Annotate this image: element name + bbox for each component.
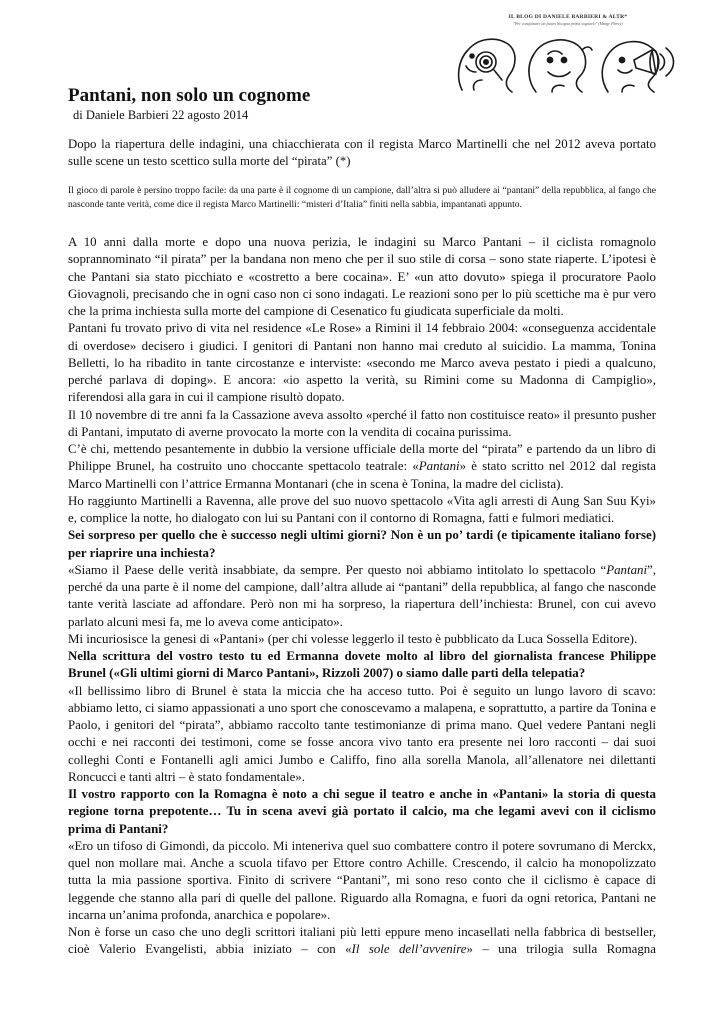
- article-byline: di Daniele Barbieri 22 agosto 2014: [73, 108, 249, 122]
- interview-question: Sei sorpreso per quello che è successo negli ultimi giorni? Non è un po’ tardi (e tipicamente italiano forse) per riaprire una inchiesta?: [68, 528, 656, 560]
- text-run: ”, perché da una parte è il nome del campione, dall’altra allude ai “pantani” della repubblica, al fango che nasconde tante verità lasciate ad affondare. Però non mi ha sorpreso, la riapertura dell’inchiesta: Brunel, con cui avevo parlato alcuni mesi fa, me lo aveva come anticipato».: [68, 562, 656, 629]
- body-paragraph: Mi incuriosisce la genesi di «Pantani» (per chi volesse leggerlo il testo è pubblicato da Luca Sossella Editore).: [68, 631, 638, 646]
- blog-motto: "Per conquistare un futuro bisogna prima sognarlo" (Marge Piercy): [513, 21, 623, 26]
- interview-answer: [68, 562, 656, 631]
- body-paragraph: Il 10 novembre di tre anni fa la Cassazione aveva assolto «perché il fatto non costituisce reato» il presunto pusher di Pantani, imputato di averne provocato la morte con la vendita di cocaina purissima.: [68, 407, 656, 439]
- body-paragraph: Ho raggiunto Martinelli a Ravenna, alle prove del suo nuovo spettacolo «Vita agli arresti di Aung San Suu Kyi» e, complice la notte, ho dialogato con lui su Pantani con il contorno di Romagna, fatti e fulmori mediatici.: [68, 493, 656, 525]
- article-title: Pantani, non solo un cognome: [68, 85, 311, 106]
- text-run: «Siamo il Paese delle verità insabbiate, da sempre. Per questo noi abbiamo intitolato lo spettacolo “: [68, 562, 607, 577]
- text-run: » è stato scritto nel 2012 dal regista Marco Martinelli con l’attrice Ermanna Montanari (che in scena è Tonina, la madre del ciclista).: [68, 459, 656, 491]
- emphasis-title: Pantani: [418, 459, 460, 474]
- text-run: Non è forse un caso che uno degli scrittori italiani più letti eppure meno incasellati nella fabbrica di bestseller, cioè Valerio Evangelisti, abbia iniziato – con «: [68, 925, 656, 957]
- interview-question: Nella scrittura del vostro testo tu ed Ermanna dovete molto al libro del giornalista francese Philippe Brunel («Gli ultimi giorni di Marco Pantani», Rizzoli 2007) o siamo dalle parti della telepatia?: [68, 649, 656, 681]
- interview-question: Il vostro rapporto con la Romagna è noto a chi segue il teatro e anche in «Pantani» la storia di questa regione torna prepotente… Tu in scena avevi già portato il calcio, ma che legami avevi con il ciclismo prima di Pantani?: [68, 787, 656, 836]
- article-body: [68, 234, 656, 959]
- article-subtitle: Dopo la riapertura delle indagini, una chiacchierata con il regista Marco Martinelli che nel 2012 aveva portato sulle scene un testo scettico sulla morte del “pirata” (*): [68, 137, 656, 168]
- emphasis-title: Pantani: [606, 562, 648, 577]
- emphasis-title: Il sole dell’avvenire: [351, 942, 467, 957]
- text-run: C’è chi, mettendo pesantemente in dubbio la versione ufficiale della morte del “pirata” e partendo da un libro di Philippe Brunel, ha costruito uno choccante spettacolo teatrale: «: [68, 442, 656, 474]
- body-paragraph: Pantani fu trovato privo di vita nel residence «Le Rose» a Rimini il 14 febbraio 2004: «conseguenza accidentale di overdose» decisero i giudici. I genitori di Pantani non hanno mai creduto al suicidio. La mamma, Tonina Belletti, lo ha ribadito in tante circostanze e interviste: «secondo me Marco aveva pestato i piedi a qualcuno, perché parlava di doping». E ancora: «io aspetto la verità, su Rimini come su Madonna di Campiglio», riferendosi alla gara in cui il campione risultò dopato.: [68, 321, 656, 405]
- article-lede: Il gioco di parole è persino troppo facile: da una parte è il cognome di un campione, dall’altra si può alludere ai “pantani” della repubblica, al fango che nasconde tante verità, come dice il regista Marco Martinelli: “misteri d’Italia” finiti nella sabbia, impantanati appunto.: [68, 185, 656, 211]
- blog-name: IL BLOG DI DANIELE BARBIERI & ALTR*: [508, 14, 628, 20]
- blog-logo: [452, 30, 684, 96]
- text-run: » – una trilogia sulla Romagna: [466, 942, 656, 957]
- body-paragraph: [68, 924, 656, 959]
- interview-answer: «Ero un tifoso di Gimondi, da piccolo. Mi inteneriva quel suo combattere contro il potere sovrumano di Merckx, quel non mollare mai. Anche a scuola tifavo per Ettore contro Achille. Crescendo, il calcio ha monopolizzato tutta la mia passione sportiva. Finito di scrivere “Pantani”, mi sono reso conto che il ciclismo è capace di leggende che stanno alla pari di quelle del pallone. Riguardo alla Romagna, e fuori da ogni retorica, Pantani ne incarna un’anima profonda, anarchica e popolare».: [68, 838, 656, 922]
- body-paragraph: A 10 anni dalla morte e dopo una nuova perizia, le indagini su Marco Pantani – il ciclista romagnolo soprannominato “il pirata” per la bandana non meno che per il suo stile di corsa – sono state riaperte. L’ipotesi è che Pantani sia stato picchiato e «costretto a bere cocaina». E’ «un atto dovuto» spiega il procuratore Paolo Giovagnoli, precisando che in ogni caso non ci sono indagati. Le reazioni sono per lo più scettiche ma è pur vero che la prima inchiesta sulla morte del campione di Cesenatico fu giudicata superficiale da molti.: [68, 235, 656, 318]
- blog-header: [452, 14, 684, 104]
- body-paragraph: [68, 441, 656, 493]
- interview-answer: «Il bellissimo libro di Brunel è stata la miccia che ha acceso tutto. Poi è seguito un lungo lavoro di scavo: abbiamo letto, ci siamo appassionati a uno sport che conoscevamo a malapena, e soprattutto, a partire da Tonina e Paolo, i genitori del “pirata”, abbiamo raccolto tante testimonianze di prima mano. Quel vedere Pantani negli occhi e nei racconti dei testimoni, come se fosse ancora vivo tanto era presente nei loro racconti – dai suoi colleghi Conti e Fontanelli agli amici Jumbo e Califfo, fino alla sorella Manola, all’allenatore nei dilettanti Roncucci e tanti altri – è stato fondamentale».: [68, 683, 656, 784]
